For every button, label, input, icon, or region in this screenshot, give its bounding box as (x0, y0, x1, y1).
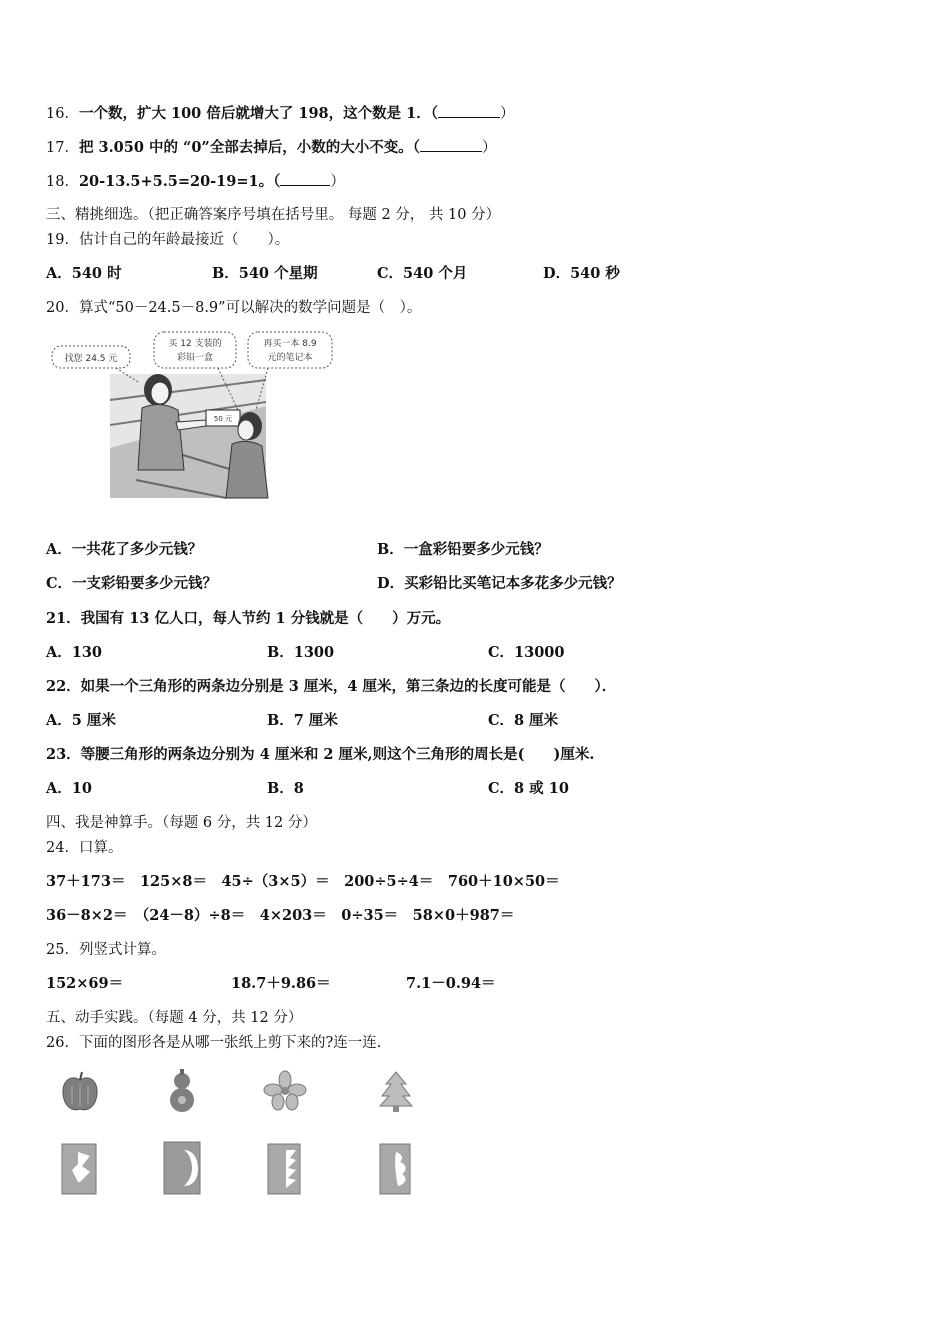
option-c[interactable]: C．8 或 10 (488, 780, 569, 797)
option-a[interactable]: A．130 (46, 644, 103, 661)
option-b[interactable]: B．540 个星期 (212, 265, 318, 282)
vertical-calc-item: 7.1－0.94＝ (406, 975, 496, 992)
bubble-1-text: 找您 24.5 元 (64, 354, 118, 364)
bubble-2-line-2: 彩铅一盒 (176, 353, 214, 363)
shopping-illustration (46, 330, 336, 505)
gourd-icon[interactable] (162, 1068, 202, 1114)
paper-with-cutout-4-icon[interactable] (378, 1142, 414, 1196)
cashier-body (138, 404, 184, 470)
option-a[interactable]: A．540 时 (46, 265, 122, 282)
option-b[interactable]: B．8 (267, 780, 304, 797)
mental-math-row-2: 36－8×2＝ （24－8）÷8＝ 4×203＝ 0÷35＝ 58×0＋987＝ (46, 907, 515, 924)
section-4-heading: 四、我是神算手。（每题 6 分，共 12 分） (46, 815, 317, 831)
question-16 (46, 104, 515, 123)
paper-with-cutout-2-icon[interactable] (162, 1140, 204, 1196)
option-b[interactable]: B．一盒彩铅要多少元钱？ (377, 541, 549, 558)
paren-close: ） (330, 174, 345, 190)
question-18 (46, 172, 345, 191)
paren-close: ） (500, 106, 515, 122)
mental-math-row-1: 37＋173＝ 125×8＝ 45÷（3×5）＝ 200÷5÷4＝ 760＋10×50＝ (46, 873, 560, 890)
question-text: 一个数，扩大 100 倍后就增大了 198，这个数是 1．（ (78, 105, 439, 122)
question-26: 26．下面的图形各是从哪一张纸上剪下来的?连一连. (46, 1035, 382, 1051)
question-21: 21．我国有 13 亿人口，每人节约 1 分钱就是（ ）万元。 (46, 610, 451, 627)
bubble-3-line-1: 再买一本 8.9 (263, 339, 317, 349)
question-25: 25．列竖式计算。 (46, 942, 166, 958)
option-d[interactable]: D．540 秒 (543, 265, 620, 282)
option-a[interactable]: A．5 厘米 (46, 712, 116, 729)
paren-close: ） (482, 140, 497, 156)
option-c[interactable]: C．一支彩铅要多少元钱？ (46, 575, 218, 592)
question-17 (46, 138, 497, 157)
girl-face (238, 420, 254, 440)
option-b[interactable]: B．1300 (267, 644, 335, 661)
question-number: 18． (46, 174, 79, 190)
apple-icon[interactable] (58, 1070, 102, 1114)
option-c[interactable]: C．13000 (488, 644, 565, 661)
vertical-calc-item: 18.7＋9.86＝ (231, 975, 331, 992)
paper-with-cutout-1-icon[interactable] (60, 1142, 100, 1196)
option-d[interactable]: D．买彩铅比买笔记本多花多少元钱？ (377, 575, 622, 592)
question-20: 20．算式“50－24.5－8.9”可以解决的数学问题是（ ）。 (46, 300, 422, 316)
option-a[interactable]: A．一共花了多少元钱？ (46, 541, 203, 558)
girl-body (226, 441, 268, 498)
section-3-heading: 三、精挑细选。（把正确答案序号填在括号里。 每题 2 分， 共 10 分） (46, 207, 501, 223)
bubble-3-line-2: 元的笔记本 (267, 353, 313, 363)
question-19: 19．估计自己的年龄最接近（ ）。 (46, 232, 290, 248)
question-text: 20-13.5+5.5=20-19=1。（ (78, 173, 281, 190)
cashier-face (151, 382, 169, 404)
question-23: 23．等腰三角形的两条边分别为 4 厘米和 2 厘米,则这个三角形的周长是( )厘米. (46, 746, 595, 763)
question-text: 把 3.050 中的 “0”全部去掉后，小数的大小不变。（ (78, 139, 421, 156)
answer-blank[interactable] (438, 104, 500, 118)
option-c[interactable]: C．8 厘米 (488, 712, 559, 729)
tree-icon[interactable] (374, 1070, 418, 1114)
banknote-label: 50 元 (213, 415, 233, 423)
section-5-heading: 五、动手实践。（每题 4 分，共 12 分） (46, 1010, 303, 1026)
question-22: 22．如果一个三角形的两条边分别是 3 厘米，4 厘米，第三条边的长度可能是（ ）． (46, 678, 617, 695)
answer-blank[interactable] (420, 138, 482, 152)
option-b[interactable]: B．7 厘米 (267, 712, 338, 729)
vertical-calc-item: 152×69＝ (46, 975, 124, 992)
option-a[interactable]: A．10 (46, 780, 92, 797)
question-24: 24．口算。 (46, 840, 123, 856)
option-c[interactable]: C．540 个月 (377, 265, 468, 282)
bubble-2-line-1: 买 12 支装的 (168, 339, 222, 349)
answer-blank[interactable] (280, 172, 330, 186)
paper-with-cutout-3-icon[interactable] (266, 1142, 304, 1196)
flower-icon[interactable] (262, 1070, 308, 1112)
question-number: 16． (46, 106, 79, 122)
question-number: 17． (46, 140, 79, 156)
